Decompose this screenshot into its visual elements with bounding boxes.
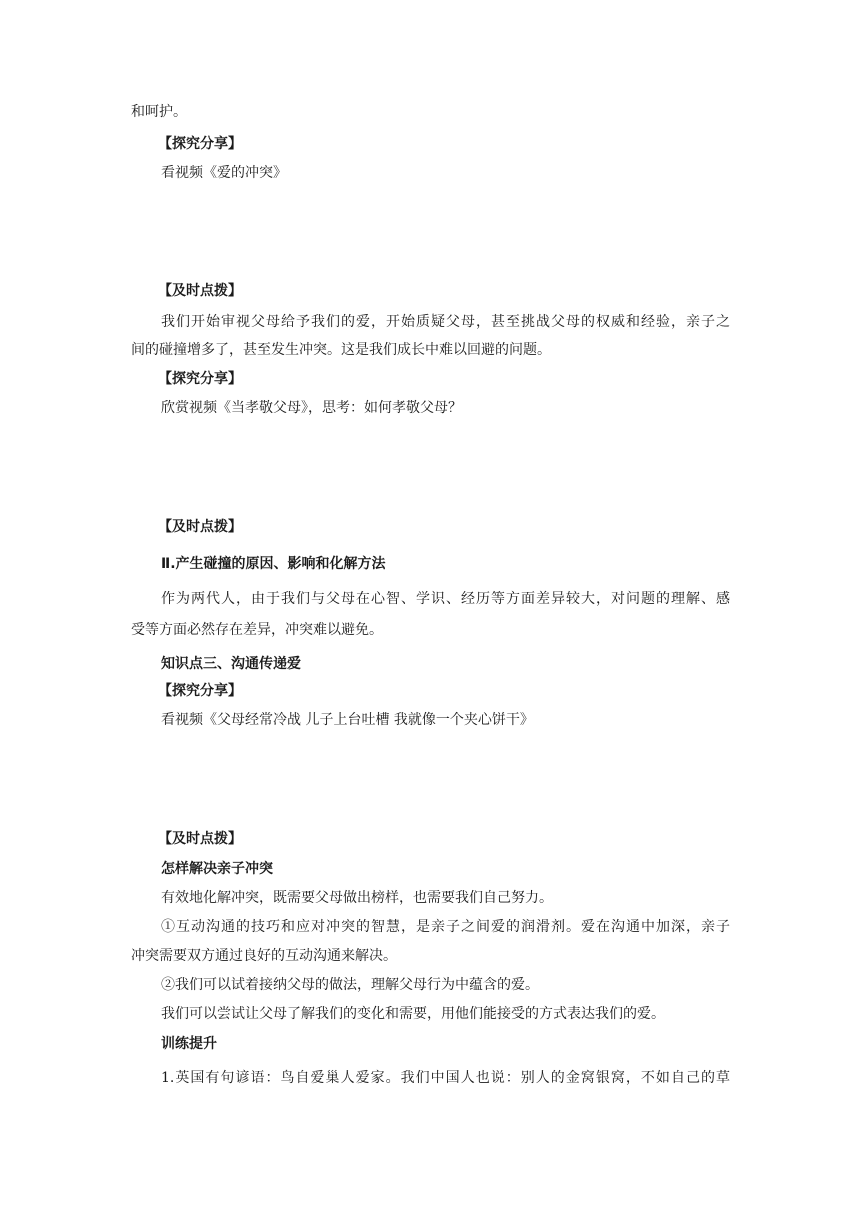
paragraph: 看视频《爱的冲突》 [161,165,287,181]
subsection-heading: 怎样解决亲子冲突 [161,861,273,877]
paragraph: ②我们可以试着接纳父母的做法，理解父母行为中蕴含的爱。 [161,977,539,993]
question-text: 1.英国有句谚语：鸟自爱巢人爱家。我们中国人也说：别人的金窝银窝，不如自己的草 [161,1070,730,1086]
paragraph: 我们可以尝试让父母了解我们的变化和需要，用他们能接受的方式表达我们的爱。 [161,1006,665,1022]
paragraph-line: 冲突需要双方通过良好的互动沟通来解决。 [131,948,397,964]
paragraph: 欣赏视频《当孝敬父母》，思考：如何孝敬父母？ [161,400,462,416]
paragraph-line: 间的碰撞增多了，甚至发生冲突。这是我们成长中难以回避的问题。 [131,342,551,358]
section-heading-tip: 【及时点拨】 [158,283,242,299]
paragraph-line: 作为两代人，由于我们与父母在心智、学识、经历等方面差异较大，对问题的理解、感 [161,591,730,607]
section-heading-explore: 【探究分享】 [158,683,242,699]
section-heading-explore: 【探究分享】 [158,371,242,387]
exercise-heading: 训练提升 [161,1036,217,1052]
paragraph-line: 受等方面必然存在差异，冲突难以避免。 [131,622,383,638]
section-heading-tip: 【及时点拨】 [158,831,242,847]
section-heading-tip: 【及时点拨】 [158,519,242,535]
paragraph-line: ①互动沟通的技巧和应对冲突的智慧，是亲子之间爱的润滑剂。爱在沟通中加深，亲子 [161,919,730,935]
paragraph-line: 我们开始审视父母给予我们的爱，开始质疑父母，甚至挑战父母的权威和经验，亲子之 [161,314,730,330]
paragraph: 看视频《父母经常冷战 儿子上台吐槽 我就像一个夹心饼干》 [161,712,534,728]
paragraph-fragment: 和呵护。 [131,104,187,120]
paragraph: 有效地化解冲突，既需要父母做出榜样，也需要我们自己努力。 [161,890,553,906]
knowledge-point-heading: 知识点三、沟通传递爱 [161,656,301,672]
section-heading-explore: 【探究分享】 [158,136,242,152]
subsection-heading: Ⅱ.产生碰撞的原因、影响和化解方法 [161,556,386,572]
